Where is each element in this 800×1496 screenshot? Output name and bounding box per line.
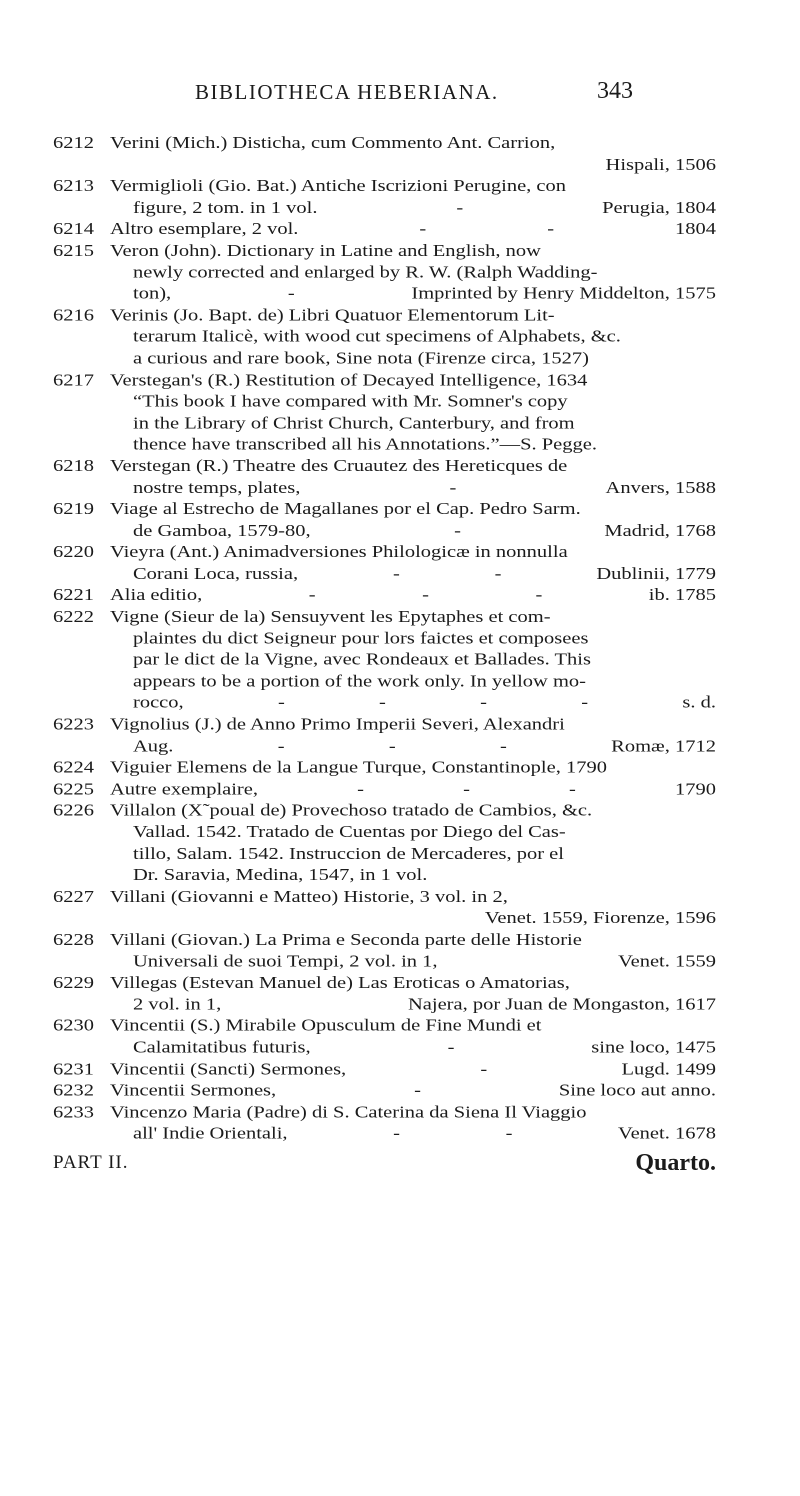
entry-text: Viage al Estrecho de Magallanes por el Cap. Pedro Sarm.: [110, 499, 581, 519]
entry-continuation-line: [0, 391, 800, 413]
catalogue-entry: [0, 800, 800, 886]
entry-first-line: [0, 779, 800, 801]
entry-text: par le dict de la Vigne, avec Rondeaux et Ballades. This: [133, 650, 591, 670]
entry-text: Villani (Giovanni e Matteo) Historie, 3 vol. in 2,: [110, 887, 508, 906]
page-footer: [0, 1152, 800, 1182]
entry-continuation-line: [0, 628, 800, 650]
entry-text: Verstegan's (R.) Restitution of Decayed Intelligence, 1634: [110, 370, 588, 390]
entry-text: [110, 585, 716, 607]
entry-imprint: Hispali, 1506: [605, 155, 716, 174]
entry-number: 6219: [53, 499, 94, 519]
entry-text: [110, 1080, 716, 1102]
catalogue-entry: [0, 176, 800, 219]
entry-text-segment: Anvers, 1588: [605, 478, 716, 497]
entry-number: 6229: [53, 973, 94, 993]
entry-text: Dr. Saravia, Medina, 1547, in 1 vol.: [133, 865, 428, 885]
entry-continuation-line: [0, 413, 800, 435]
entry-number: 6225: [53, 779, 94, 799]
entry-text: tillo, Salam. 1542. Instruccion de Mercaderes, por el: [133, 844, 564, 863]
entry-number: 6224: [53, 758, 94, 777]
entry-continuation-line: [0, 434, 800, 456]
entry-number: 6220: [53, 542, 94, 562]
entry-first-line: [0, 1080, 800, 1102]
entry-first-line: [0, 176, 800, 198]
entry-text-segment: rocco,: [133, 693, 184, 713]
entry-text-segment: Venet. 1559: [618, 952, 716, 971]
entry-text-segment: -: [392, 564, 400, 583]
entry-number: 6214: [53, 219, 94, 239]
entry-text-segment: Najera, por Juan de Mongaston, 1617: [407, 995, 716, 1014]
entry-text-segment: -: [447, 1038, 455, 1057]
entry-continuation-line: [0, 327, 800, 349]
entry-continuation-line: [0, 284, 800, 306]
entry-number: 6212: [53, 133, 94, 153]
entry-text-segment: -: [480, 1059, 488, 1079]
catalogue-entry: [0, 219, 800, 241]
entry-continuation-line: [0, 1123, 800, 1145]
entry-continuation-line: [0, 865, 800, 887]
entry-continuation-line: [0, 564, 800, 586]
entry-number: 6228: [53, 930, 94, 950]
entry-text-segment: figure, 2 tom. in 1 vol.: [133, 198, 318, 217]
catalogue-entry: [0, 714, 800, 757]
catalogue-entry: [0, 305, 800, 370]
entry-number: 6230: [53, 1016, 94, 1036]
entry-text-segment: ton),: [133, 284, 172, 304]
entry-continuation-line: [0, 478, 800, 500]
entry-text-segment: -: [308, 586, 316, 605]
entry-first-line: [0, 456, 800, 478]
entry-text-segment: -: [277, 693, 285, 713]
entry-text: Villalon (X˜poual de) Provechoso tratado de Cambios, &c.: [110, 801, 593, 820]
entry-first-line: [0, 241, 800, 263]
entry-number: 6226: [53, 801, 94, 820]
entry-text: Vincenzo Maria (Padre) di S. Caterina da Siena Il Viaggio: [110, 1102, 587, 1122]
entry-continuation-line: [0, 908, 800, 930]
entry-text-segment: -: [388, 736, 396, 756]
entry-text-segment: Perugia, 1804: [602, 198, 716, 217]
entry-text: Vieyra (Ant.) Animadversiones Philologicæ in nonnulla: [110, 542, 568, 562]
entry-first-line: [0, 887, 800, 909]
entry-text-segment: all' Indie Orientali,: [133, 1124, 288, 1143]
entry-text: appears to be a portion of the work only. In yellow mo-: [133, 672, 586, 691]
entry-text-segment: Madrid, 1768: [604, 521, 716, 540]
entry-text-segment: Universali de suoi Tempi, 2 vol. in 1,: [133, 952, 438, 971]
entry-text: in the Library of Christ Church, Canterbury, and from: [133, 413, 575, 433]
entry-text-segment: -: [422, 586, 429, 605]
catchword: Quarto.: [635, 1150, 716, 1176]
entry-text: Verinis (Jo. Bapt. de) Libri Quatuor Elementorum Lit-: [110, 306, 555, 325]
entry-text: [133, 521, 716, 543]
entry-text: plaintes du dict Seigneur pour lors faictes et composees: [133, 629, 589, 648]
catalogue-entry: [0, 973, 800, 1016]
entry-text: Vallad. 1542. Tratado de Cuentas por Diego del Cas-: [133, 822, 566, 842]
entry-continuation-line: [0, 198, 800, 220]
running-title: BIBLIOTHECA HEBERIANA.: [195, 80, 499, 104]
entry-text-segment: Altro esemplare, 2 vol.: [110, 219, 299, 239]
entry-number: 6221: [53, 586, 94, 605]
entry-number: 6233: [53, 1102, 94, 1122]
entry-text-segment: Calamitatibus futuris,: [133, 1038, 311, 1057]
entry-text: thence have transcribed all his Annotations.”—S. Pegge.: [133, 435, 597, 454]
entry-first-line: [0, 1059, 800, 1081]
entry-text-segment: Lugd. 1499: [621, 1059, 716, 1079]
entry-number: 6232: [53, 1081, 94, 1100]
entry-text-segment: -: [480, 693, 487, 713]
entry-continuation-line: [0, 262, 800, 284]
entry-number: 6216: [53, 306, 94, 325]
entry-first-line: [0, 973, 800, 995]
entry-text-segment: Aug.: [133, 736, 174, 756]
entry-continuation-line: [0, 521, 800, 543]
entry-continuation-line: [0, 650, 800, 672]
entry-text: [133, 951, 716, 973]
entry-text-segment: -: [393, 1124, 400, 1143]
entry-first-line: [0, 133, 800, 155]
entry-first-line: [0, 607, 800, 629]
entry-text: Veron (John). Dictionary in Latine and English, now: [110, 241, 541, 261]
entry-text: Villani (Giovan.) La Prima e Seconda parte delle Historie: [110, 930, 582, 950]
catalogue-entry: [0, 542, 800, 585]
catalogue-entry: [0, 241, 800, 306]
entry-text: [110, 1059, 716, 1081]
entry-text-segment: Vincentii (Sancti) Sermones,: [110, 1059, 347, 1079]
entry-imprint: Venet. 1559, Fiorenze, 1596: [484, 908, 716, 928]
catalogue-entry: [0, 370, 800, 456]
entry-text: Vignolius (J.) de Anno Primo Imperii Severi, Alexandri: [110, 715, 565, 734]
entry-number: 6222: [53, 607, 94, 627]
entry-text: Vermiglioli (Gio. Bat.) Antiche Iscrizioni Perugine, con: [110, 176, 567, 196]
catalogue-entry: [0, 1080, 800, 1102]
entry-text: [133, 1123, 716, 1145]
entry-text-segment: -: [494, 564, 502, 583]
entry-text-segment: 1790: [674, 779, 716, 799]
entry-continuation-line: [0, 736, 800, 758]
entry-text-segment: Romæ, 1712: [611, 736, 716, 756]
entry-first-line: [0, 930, 800, 952]
entry-text: terarum Italicè, with wood cut specimens of Alphabets, &c.: [133, 327, 621, 347]
entry-first-line: [0, 585, 800, 607]
entry-text-segment: -: [505, 1124, 513, 1143]
entry-number: 6215: [53, 241, 94, 261]
entry-text-segment: Venet. 1678: [618, 1124, 716, 1143]
catalogue-entries: [0, 133, 800, 1145]
entry-text-segment: -: [419, 219, 427, 239]
entry-text-segment: 2 vol. in 1,: [133, 995, 222, 1014]
entry-text: a curious and rare book, Sine nota (Firenze circa, 1527): [133, 349, 589, 368]
entry-text: [133, 736, 716, 758]
entry-text: “This book I have compared with Mr. Somner's copy: [133, 392, 568, 411]
entry-first-line: [0, 1016, 800, 1038]
entry-text-segment: Alia editio,: [110, 586, 203, 605]
running-header: [0, 80, 800, 110]
entry-continuation-line: [0, 155, 800, 177]
entry-continuation-line: [0, 671, 800, 693]
entry-continuation-line: [0, 693, 800, 715]
entry-text-segment: -: [277, 736, 285, 756]
entry-text-segment: Sine loco aut anno.: [558, 1081, 716, 1100]
entry-text: [133, 478, 716, 500]
entry-text: [133, 564, 716, 586]
entry-text-segment: -: [287, 284, 295, 304]
entry-text-segment: de Gamboa, 1579-80,: [133, 521, 311, 540]
entry-text-segment: -: [414, 1081, 421, 1100]
entry-text: Verstegan (R.) Theatre des Cruautez des Hereticques de: [110, 456, 568, 476]
entry-text-segment: Vincentii Sermones,: [110, 1081, 277, 1100]
entry-continuation-line: [0, 844, 800, 866]
catalogue-entry: [0, 887, 800, 930]
entry-continuation-line: [0, 994, 800, 1016]
catalogue-entry: [0, 585, 800, 607]
entry-text-segment: nostre temps, plates,: [133, 478, 301, 497]
entry-first-line: [0, 370, 800, 392]
entry-continuation-line: [0, 822, 800, 844]
entry-text-segment: s. d.: [682, 693, 716, 713]
entry-text-segment: -: [379, 693, 386, 713]
entry-text-segment: -: [449, 478, 457, 497]
catalogue-entry: [0, 133, 800, 176]
entry-first-line: [0, 757, 800, 779]
entry-first-line: [0, 499, 800, 521]
entry-text: Viguier Elemens de la Langue Turque, Constantinople, 1790: [110, 758, 607, 777]
entry-text: Vigne (Sieur de la) Sensuyvent les Epytaphes et com-: [110, 607, 551, 627]
entry-continuation-line: [0, 951, 800, 973]
entry-text-segment: -: [456, 198, 464, 217]
entry-number: 6213: [53, 176, 94, 196]
catalogue-entry: [0, 499, 800, 542]
entry-text-segment: ib. 1785: [648, 586, 716, 605]
catalogue-entry: [0, 930, 800, 973]
entry-text: [133, 994, 716, 1016]
entry-text-segment: -: [357, 779, 364, 799]
catalogue-entry: [0, 1059, 800, 1081]
entry-text-segment: Imprinted by Henry Middelton, 1575: [411, 284, 716, 304]
signature-mark: PART II.: [53, 1152, 129, 1173]
entry-text-segment: -: [569, 779, 576, 799]
entry-first-line: [0, 800, 800, 822]
entry-text-segment: -: [535, 586, 543, 605]
entry-text: [110, 779, 716, 801]
entry-text: Villegas (Estevan Manuel de) Las Eroticas o Amatorias,: [110, 973, 570, 993]
catalogue-entry: [0, 456, 800, 499]
entry-first-line: [0, 1102, 800, 1124]
entry-text-segment: Dublinii, 1779: [596, 564, 716, 583]
catalogue-entry: [0, 1016, 800, 1059]
entry-number: 6227: [53, 887, 94, 906]
entry-text: [133, 1037, 716, 1059]
entry-text: [133, 693, 716, 715]
entry-number: 6223: [53, 715, 94, 734]
entry-text-segment: -: [500, 736, 507, 756]
entry-text: [110, 219, 716, 241]
entry-text-segment: -: [454, 521, 461, 540]
entry-first-line: [0, 305, 800, 327]
entry-number: 6218: [53, 456, 94, 476]
entry-text-segment: -: [547, 219, 555, 239]
catalogue-entry: [0, 1102, 800, 1145]
entry-text: [133, 284, 716, 306]
catalogue-entry: [0, 779, 800, 801]
entry-text-segment: Autre exemplaire,: [110, 779, 258, 799]
entry-continuation-line: [0, 1037, 800, 1059]
entry-text-segment: 1804: [675, 219, 716, 239]
entry-text: newly corrected and enlarged by R. W. (Ralph Wadding-: [133, 263, 598, 282]
catalogue-entry: [0, 607, 800, 715]
entry-first-line: [0, 714, 800, 736]
entry-text-segment: sine loco, 1475: [591, 1038, 716, 1057]
entry-number: 6231: [53, 1059, 94, 1079]
entry-continuation-line: [0, 348, 800, 370]
entry-text-segment: -: [581, 693, 589, 713]
entry-text: Vincentii (S.) Mirabile Opusculum de Fine Mundi et: [110, 1016, 542, 1036]
entry-first-line: [0, 219, 800, 241]
page-number: 343: [597, 78, 633, 104]
entry-first-line: [0, 542, 800, 564]
catalogue-entry: [0, 757, 800, 779]
entry-text-segment: -: [463, 779, 470, 799]
entry-text: [133, 198, 716, 220]
entry-text-segment: Corani Loca, russia,: [133, 564, 299, 583]
entry-text: Verini (Mich.) Disticha, cum Commento Ant. Carrion,: [110, 133, 556, 153]
entry-number: 6217: [53, 370, 94, 390]
